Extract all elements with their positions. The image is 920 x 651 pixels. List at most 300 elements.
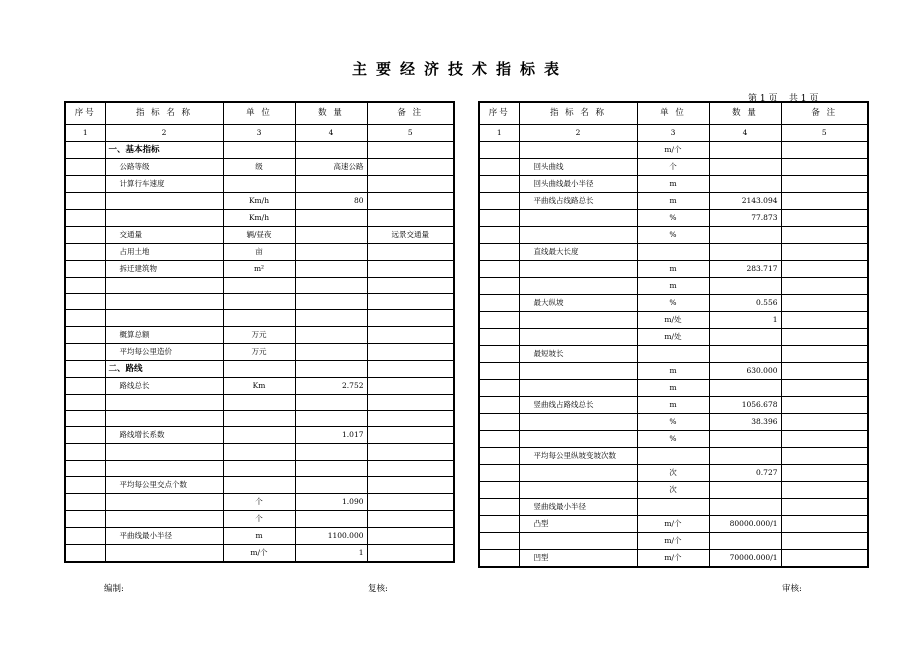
- remark-cell: [367, 260, 454, 277]
- quantity-cell: [709, 141, 781, 158]
- unit-cell: [223, 360, 295, 377]
- indicator-name-cell: [105, 394, 223, 410]
- quantity-cell: [295, 260, 367, 277]
- unit-cell: 万元: [223, 326, 295, 343]
- indicator-name-cell: 最大纵坡: [519, 294, 637, 311]
- remark-cell: [781, 209, 868, 226]
- column-number: 5: [367, 124, 454, 141]
- table-row: [65, 360, 454, 377]
- remark-cell: [367, 477, 454, 494]
- table-row: [65, 158, 454, 175]
- indicator-name-cell: 平曲线占线路总长: [519, 192, 637, 209]
- seq-cell: [479, 515, 519, 532]
- header-row: [65, 102, 454, 124]
- unit-cell: [223, 444, 295, 460]
- seq-cell: [479, 260, 519, 277]
- unit-cell: m: [637, 192, 709, 209]
- remark-cell: [781, 277, 868, 294]
- unit-cell: [637, 498, 709, 515]
- remark-cell: [781, 192, 868, 209]
- column-number-row: [65, 124, 454, 141]
- quantity-cell: 1056.678: [709, 396, 781, 413]
- quantity-cell: 2143.094: [709, 192, 781, 209]
- quantity-cell: [295, 141, 367, 158]
- unit-cell: Km: [223, 377, 295, 394]
- table-row: [65, 494, 454, 511]
- seq-cell: [479, 481, 519, 498]
- unit-cell: m: [637, 260, 709, 277]
- table-row: [65, 243, 454, 260]
- quantity-cell: [295, 394, 367, 410]
- seq-cell: [479, 158, 519, 175]
- remark-cell: [367, 310, 454, 326]
- seq-cell: [65, 226, 105, 243]
- seq-cell: [65, 192, 105, 209]
- unit-cell: m/个: [637, 549, 709, 567]
- quantity-cell: 1.090: [295, 494, 367, 511]
- unit-cell: m: [637, 362, 709, 379]
- indicator-name-cell: [105, 460, 223, 476]
- table-row: [479, 175, 868, 192]
- indicator-name-cell: 回头曲线最小半径: [519, 175, 637, 192]
- indicator-name-cell: 凹型: [519, 549, 637, 567]
- remark-cell: [781, 413, 868, 430]
- table-row: [65, 260, 454, 277]
- indicator-name-cell: 一、基本指标: [105, 141, 223, 158]
- indicator-name-cell: 竖曲线最小半径: [519, 498, 637, 515]
- quantity-cell: [295, 477, 367, 494]
- remark-cell: [367, 293, 454, 309]
- column-header: 指 标 名 称: [105, 102, 223, 124]
- indicator-name-cell: [519, 481, 637, 498]
- column-number: 1: [65, 124, 105, 141]
- seq-cell: [65, 158, 105, 175]
- unit-cell: [223, 310, 295, 326]
- unit-cell: m²: [223, 260, 295, 277]
- indicator-name-cell: [105, 411, 223, 427]
- quantity-cell: [709, 158, 781, 175]
- unit-cell: %: [637, 209, 709, 226]
- indicator-name-cell: 平均每公里纵坡变坡次数: [519, 447, 637, 464]
- remark-cell: [367, 427, 454, 444]
- table-row: [65, 545, 454, 563]
- remark-cell: [781, 481, 868, 498]
- quantity-cell: [709, 481, 781, 498]
- unit-cell: %: [637, 294, 709, 311]
- indicator-table-right: [478, 101, 869, 568]
- quantity-cell: [295, 511, 367, 528]
- seq-cell: [65, 326, 105, 343]
- seq-cell: [65, 141, 105, 158]
- unit-cell: m: [223, 528, 295, 545]
- table-row: [479, 328, 868, 345]
- unit-cell: m/个: [637, 515, 709, 532]
- indicator-name-cell: [105, 192, 223, 209]
- remark-cell: [781, 243, 868, 260]
- seq-cell: [65, 444, 105, 460]
- seq-cell: [65, 394, 105, 410]
- quantity-cell: [295, 360, 367, 377]
- header-row: [479, 102, 868, 124]
- indicator-name-cell: [105, 293, 223, 309]
- remark-cell: [367, 343, 454, 360]
- remark-cell: [781, 294, 868, 311]
- unit-cell: m/处: [637, 328, 709, 345]
- indicator-name-cell: [519, 379, 637, 396]
- table-row: [65, 528, 454, 545]
- table-row: [65, 277, 454, 293]
- table-row: [65, 343, 454, 360]
- table-row: [479, 464, 868, 481]
- column-header: 单 位: [637, 102, 709, 124]
- remark-cell: [781, 430, 868, 447]
- remark-cell: [367, 494, 454, 511]
- table-row: [65, 310, 454, 326]
- indicator-name-cell: 竖曲线占路线总长: [519, 396, 637, 413]
- unit-cell: %: [637, 226, 709, 243]
- table-row: [479, 430, 868, 447]
- indicator-name-cell: 凸型: [519, 515, 637, 532]
- indicator-name-cell: [519, 277, 637, 294]
- seq-cell: [65, 427, 105, 444]
- table-row: [65, 226, 454, 243]
- indicator-name-cell: 最短坡长: [519, 345, 637, 362]
- quantity-cell: [709, 498, 781, 515]
- indicator-name-cell: [519, 430, 637, 447]
- remark-cell: [781, 549, 868, 567]
- remark-cell: [367, 377, 454, 394]
- indicator-name-cell: [519, 311, 637, 328]
- seq-cell: [479, 413, 519, 430]
- indicator-name-cell: [519, 413, 637, 430]
- table-row: [65, 209, 454, 226]
- quantity-cell: [295, 293, 367, 309]
- column-header: 备 注: [781, 102, 868, 124]
- quantity-cell: [709, 175, 781, 192]
- quantity-cell: 2.752: [295, 377, 367, 394]
- quantity-cell: [709, 226, 781, 243]
- quantity-cell: 0.727: [709, 464, 781, 481]
- quantity-cell: 283.717: [709, 260, 781, 277]
- column-header: 备 注: [367, 102, 454, 124]
- table-row: [65, 477, 454, 494]
- seq-cell: [65, 460, 105, 476]
- indicator-name-cell: 占用土地: [105, 243, 223, 260]
- column-header: 数 量: [709, 102, 781, 124]
- table-row: [65, 411, 454, 427]
- remark-cell: [781, 260, 868, 277]
- indicator-name-cell: 概算总额: [105, 326, 223, 343]
- unit-cell: 次: [637, 464, 709, 481]
- remark-cell: [367, 460, 454, 476]
- remark-cell: [781, 328, 868, 345]
- table-row: [479, 413, 868, 430]
- remark-cell: [367, 528, 454, 545]
- indicator-name-cell: [519, 532, 637, 549]
- quantity-cell: [295, 411, 367, 427]
- table-row: [479, 515, 868, 532]
- seq-cell: [479, 549, 519, 567]
- table-row: [479, 277, 868, 294]
- quantity-cell: [295, 175, 367, 192]
- indicator-name-cell: 平均每公里交点个数: [105, 477, 223, 494]
- seq-cell: [479, 464, 519, 481]
- remark-cell: 远景交通量: [367, 226, 454, 243]
- unit-cell: [637, 243, 709, 260]
- table-row: [65, 192, 454, 209]
- table-row: [479, 345, 868, 362]
- remark-cell: [367, 360, 454, 377]
- indicator-name-cell: 公路等级: [105, 158, 223, 175]
- quantity-cell: 高速公路: [295, 158, 367, 175]
- indicator-name-cell: [519, 209, 637, 226]
- column-number: 1: [479, 124, 519, 141]
- quantity-cell: [709, 328, 781, 345]
- unit-cell: m/个: [637, 532, 709, 549]
- seq-cell: [479, 311, 519, 328]
- table-row: [65, 293, 454, 309]
- remark-cell: [367, 175, 454, 192]
- remark-cell: [781, 226, 868, 243]
- remark-cell: [781, 141, 868, 158]
- table-row: [479, 192, 868, 209]
- remark-cell: [781, 396, 868, 413]
- seq-cell: [65, 243, 105, 260]
- quantity-cell: 1: [295, 545, 367, 563]
- seq-cell: [479, 345, 519, 362]
- remark-cell: [367, 511, 454, 528]
- unit-cell: [637, 345, 709, 362]
- indicator-name-cell: 拆迁建筑物: [105, 260, 223, 277]
- unit-cell: [223, 277, 295, 293]
- quantity-cell: [295, 310, 367, 326]
- quantity-cell: [709, 345, 781, 362]
- indicator-name-cell: [105, 209, 223, 226]
- page-title: 主要经济技术指标表: [351, 60, 568, 78]
- unit-cell: [223, 175, 295, 192]
- seq-cell: [65, 277, 105, 293]
- quantity-cell: [709, 277, 781, 294]
- unit-cell: %: [637, 430, 709, 447]
- quantity-cell: [295, 243, 367, 260]
- quantity-cell: [295, 444, 367, 460]
- unit-cell: m/个: [637, 141, 709, 158]
- seq-cell: [479, 192, 519, 209]
- table-row: [479, 532, 868, 549]
- seq-cell: [65, 477, 105, 494]
- column-number: 5: [781, 124, 868, 141]
- remark-cell: [781, 498, 868, 515]
- remark-cell: [367, 326, 454, 343]
- table-row: [65, 175, 454, 192]
- unit-cell: %: [637, 413, 709, 430]
- seq-cell: [65, 528, 105, 545]
- unit-cell: [637, 447, 709, 464]
- quantity-cell: 1.017: [295, 427, 367, 444]
- column-header: 数 量: [295, 102, 367, 124]
- remark-cell: [781, 379, 868, 396]
- unit-cell: [223, 141, 295, 158]
- unit-cell: 个: [637, 158, 709, 175]
- indicator-name-cell: 交通量: [105, 226, 223, 243]
- column-number: 3: [223, 124, 295, 141]
- table-row: [65, 444, 454, 460]
- remark-cell: [367, 243, 454, 260]
- seq-cell: [479, 362, 519, 379]
- seq-cell: [479, 277, 519, 294]
- unit-cell: [223, 427, 295, 444]
- quantity-cell: 630.000: [709, 362, 781, 379]
- quantity-cell: 70000.000/1: [709, 549, 781, 567]
- table-row: [479, 498, 868, 515]
- table-row: [479, 294, 868, 311]
- indicator-name-cell: [105, 277, 223, 293]
- remark-cell: [367, 277, 454, 293]
- unit-cell: 次: [637, 481, 709, 498]
- seq-cell: [65, 511, 105, 528]
- indicator-name-cell: [105, 444, 223, 460]
- remark-cell: [367, 192, 454, 209]
- seq-cell: [479, 243, 519, 260]
- table-row: [65, 377, 454, 394]
- column-number: 3: [637, 124, 709, 141]
- indicator-name-cell: [519, 226, 637, 243]
- unit-cell: [223, 477, 295, 494]
- indicator-name-cell: [519, 260, 637, 277]
- seq-cell: [479, 447, 519, 464]
- seq-cell: [479, 294, 519, 311]
- column-number: 4: [295, 124, 367, 141]
- column-header: 指 标 名 称: [519, 102, 637, 124]
- unit-cell: m: [637, 379, 709, 396]
- seq-cell: [479, 209, 519, 226]
- column-number: 2: [519, 124, 637, 141]
- table-row: [479, 447, 868, 464]
- remark-cell: [367, 209, 454, 226]
- seq-cell: [65, 293, 105, 309]
- seq-cell: [65, 411, 105, 427]
- table-row: [479, 209, 868, 226]
- seq-cell: [65, 494, 105, 511]
- indicator-name-cell: [105, 310, 223, 326]
- indicator-name-cell: [519, 362, 637, 379]
- remark-cell: [781, 447, 868, 464]
- table-row: [479, 379, 868, 396]
- indicator-name-cell: [519, 464, 637, 481]
- table-row: [479, 311, 868, 328]
- unit-cell: m/个: [223, 545, 295, 563]
- unit-cell: Km/h: [223, 192, 295, 209]
- table-row: [65, 141, 454, 158]
- unit-cell: 辆/昼夜: [223, 226, 295, 243]
- remark-cell: [781, 532, 868, 549]
- table-row: [479, 549, 868, 567]
- unit-cell: 个: [223, 511, 295, 528]
- quantity-cell: 77.873: [709, 209, 781, 226]
- unit-cell: [223, 411, 295, 427]
- indicator-name-cell: 平均每公里造价: [105, 343, 223, 360]
- unit-cell: m: [637, 277, 709, 294]
- unit-cell: 级: [223, 158, 295, 175]
- reviewed-by-label: 复核:: [368, 584, 388, 594]
- unit-cell: [223, 460, 295, 476]
- indicator-name-cell: 路线增长系数: [105, 427, 223, 444]
- table-row: [479, 158, 868, 175]
- unit-cell: 万元: [223, 343, 295, 360]
- seq-cell: [65, 545, 105, 563]
- remark-cell: [367, 444, 454, 460]
- column-number-row: [479, 124, 868, 141]
- seq-cell: [479, 226, 519, 243]
- unit-cell: [223, 293, 295, 309]
- table-row: [65, 394, 454, 410]
- quantity-cell: [709, 430, 781, 447]
- column-header: 单 位: [223, 102, 295, 124]
- unit-cell: 个: [223, 494, 295, 511]
- quantity-cell: [709, 532, 781, 549]
- remark-cell: [781, 345, 868, 362]
- remark-cell: [781, 362, 868, 379]
- seq-cell: [479, 430, 519, 447]
- column-number: 4: [709, 124, 781, 141]
- remark-cell: [367, 411, 454, 427]
- table-row: [65, 460, 454, 476]
- seq-cell: [65, 209, 105, 226]
- indicator-name-cell: 路线总长: [105, 377, 223, 394]
- unit-cell: m: [637, 396, 709, 413]
- table-row: [65, 511, 454, 528]
- column-number: 2: [105, 124, 223, 141]
- audited-by-label: 审核:: [782, 584, 802, 594]
- remark-cell: [367, 545, 454, 563]
- column-header: 序号: [65, 102, 105, 124]
- compiled-by-label: 编制:: [104, 584, 124, 594]
- seq-cell: [479, 396, 519, 413]
- indicator-name-cell: 回头曲线: [519, 158, 637, 175]
- remark-cell: [367, 141, 454, 158]
- quantity-cell: 1: [709, 311, 781, 328]
- table-row: [479, 243, 868, 260]
- seq-cell: [65, 310, 105, 326]
- seq-cell: [65, 260, 105, 277]
- seq-cell: [479, 328, 519, 345]
- indicator-name-cell: [519, 141, 637, 158]
- unit-cell: m/处: [637, 311, 709, 328]
- quantity-cell: [295, 209, 367, 226]
- quantity-cell: [295, 343, 367, 360]
- remark-cell: [367, 158, 454, 175]
- indicator-name-cell: 平曲线最小半径: [105, 528, 223, 545]
- quantity-cell: 38.396: [709, 413, 781, 430]
- page-info: 第 1 页 共 1 页: [748, 94, 819, 104]
- seq-cell: [65, 175, 105, 192]
- seq-cell: [479, 175, 519, 192]
- quantity-cell: [295, 277, 367, 293]
- quantity-cell: 0.556: [709, 294, 781, 311]
- remark-cell: [367, 394, 454, 410]
- seq-cell: [479, 141, 519, 158]
- table-row: [479, 481, 868, 498]
- quantity-cell: 1100.000: [295, 528, 367, 545]
- seq-cell: [65, 343, 105, 360]
- unit-cell: m: [637, 175, 709, 192]
- indicator-name-cell: 直线最大长度: [519, 243, 637, 260]
- quantity-cell: [295, 326, 367, 343]
- remark-cell: [781, 515, 868, 532]
- seq-cell: [479, 498, 519, 515]
- seq-cell: [65, 360, 105, 377]
- indicator-name-cell: [105, 494, 223, 511]
